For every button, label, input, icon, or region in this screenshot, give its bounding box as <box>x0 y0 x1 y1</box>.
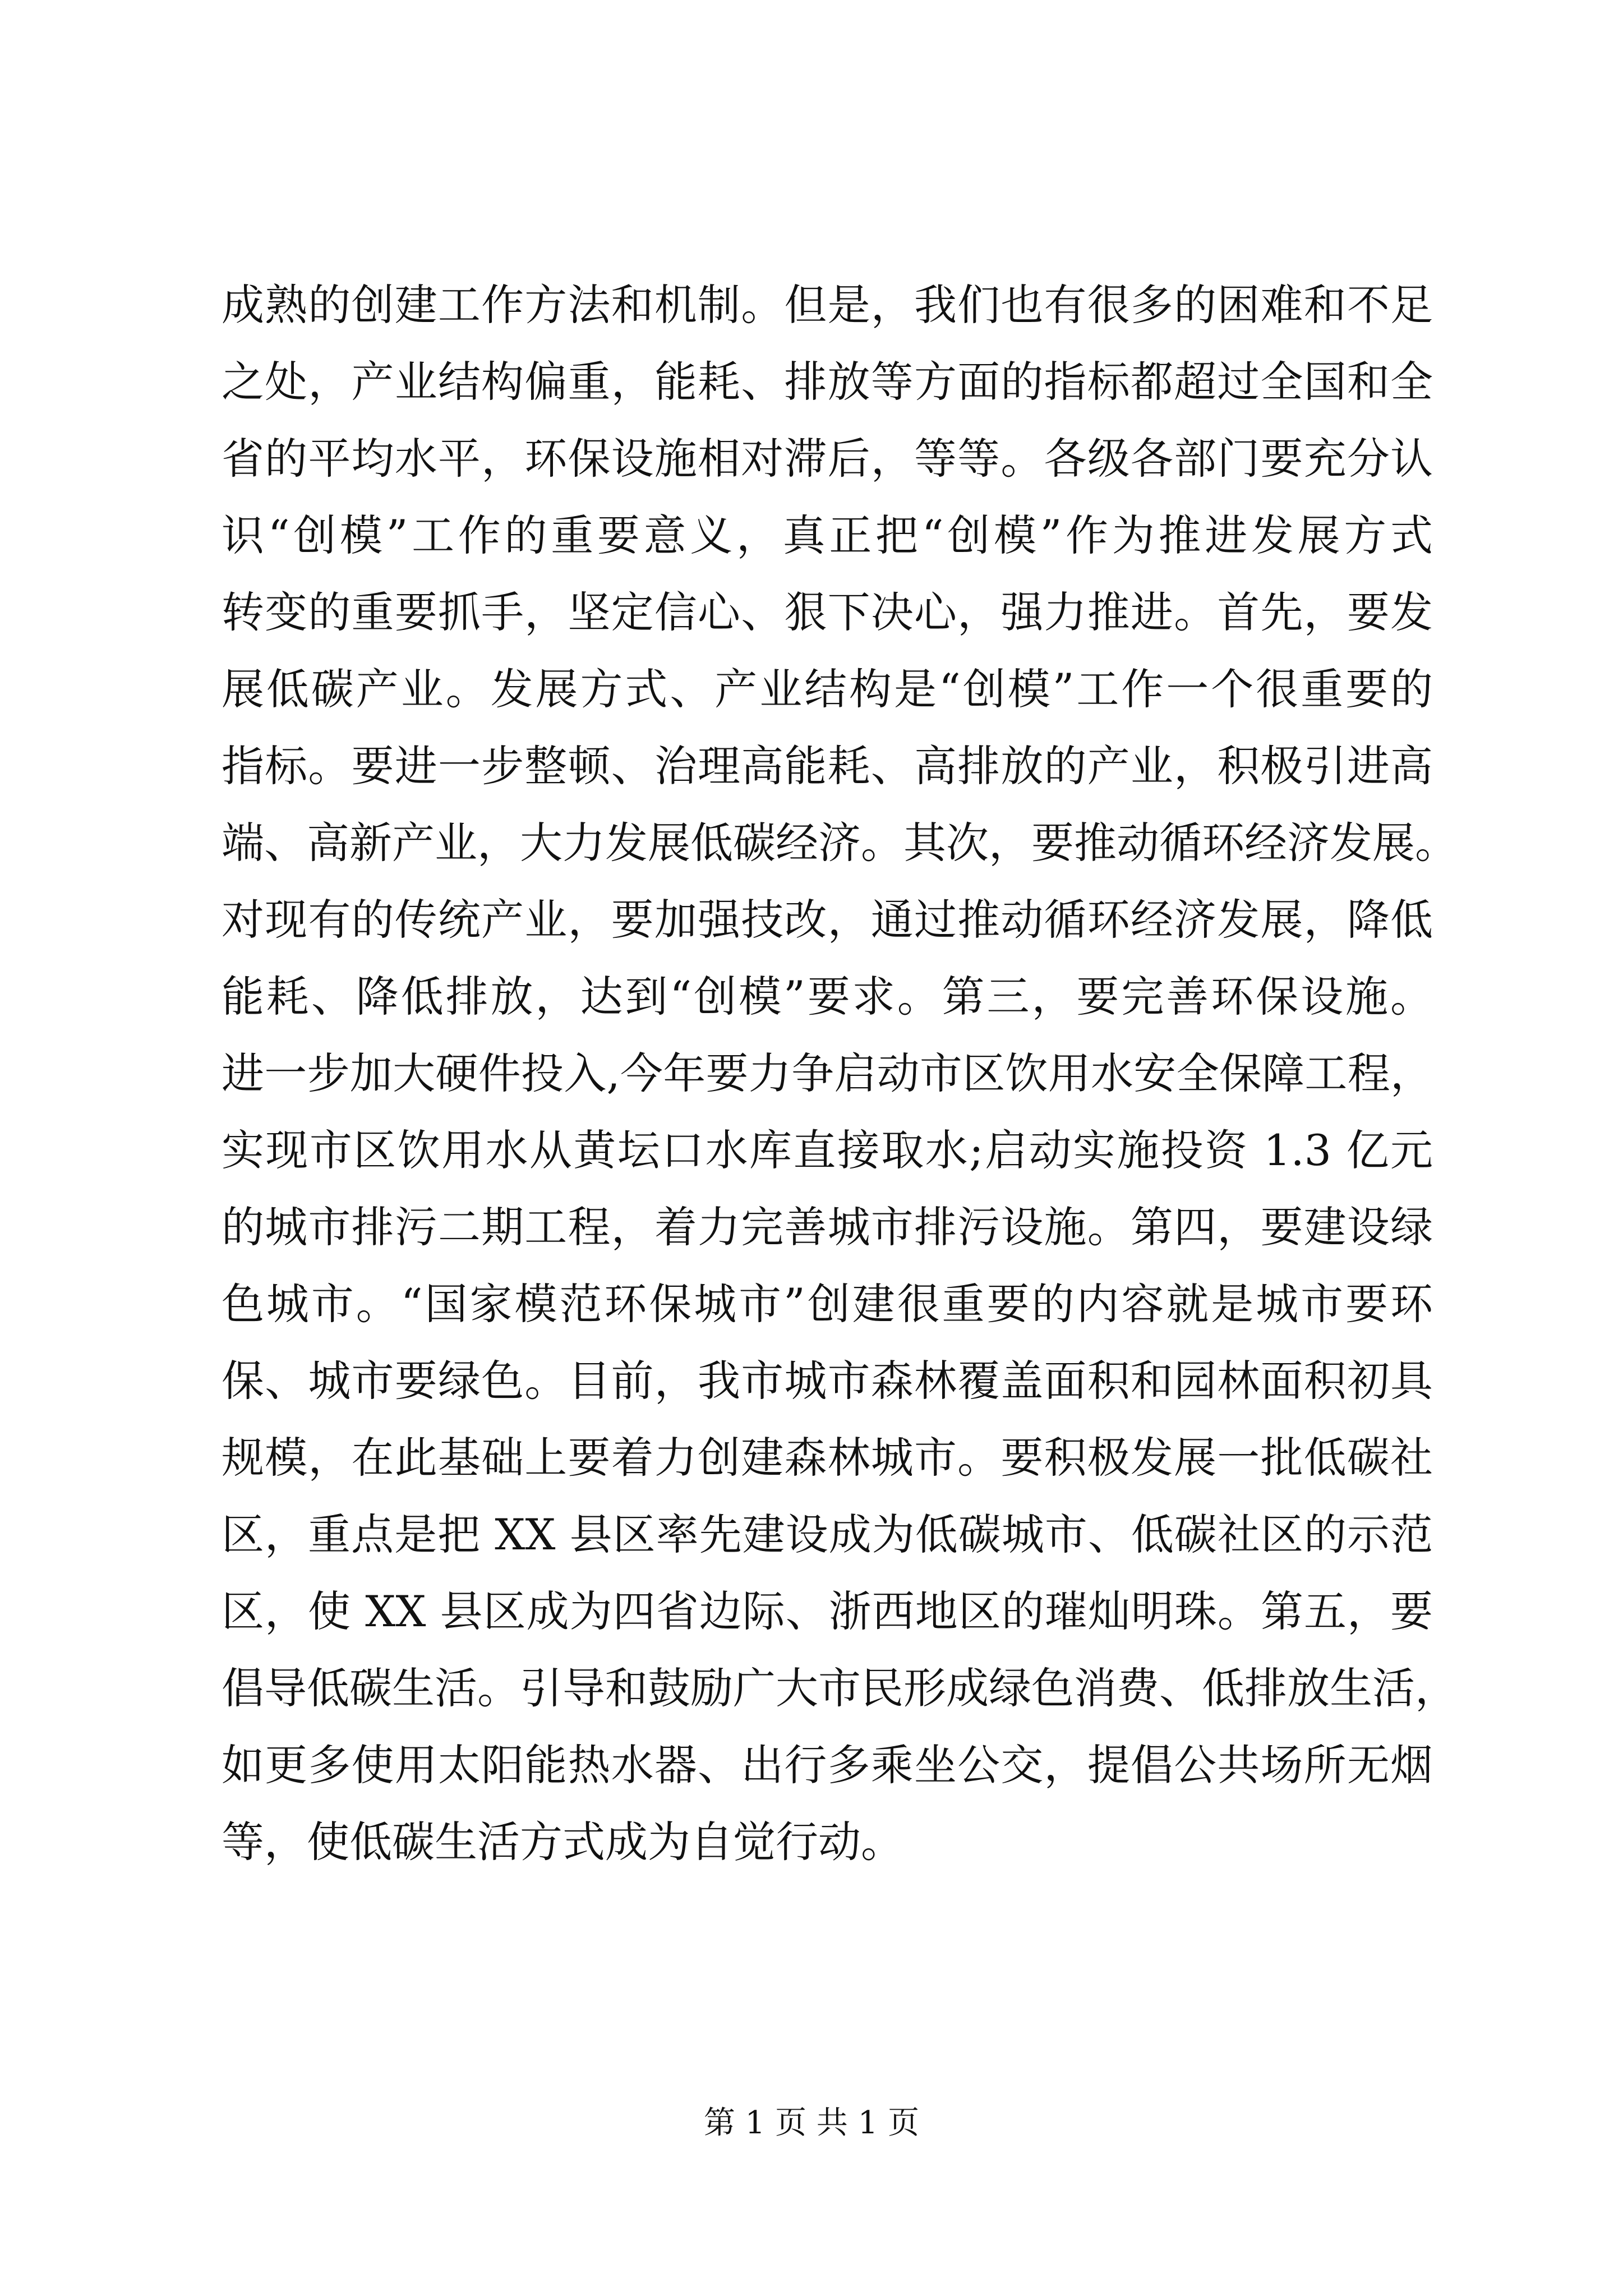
text-line: 转变的重要抓手，坚定信心、狠下决心，强力推进。首先，要发 <box>222 587 1433 637</box>
text-line: 进一步加大硬件投入,今年要力争启动市区饮用水安全保障工程， <box>222 1048 1433 1098</box>
text-line: 规模，在此基础上要着力创建森林城市。要积极发展一批低碳社 <box>222 1433 1433 1483</box>
text-line: 能耗、降低排放，达到“创模”要求。第三，要完善环保设施。 <box>222 972 1433 1022</box>
text-line: 端、高新产业，大力发展低碳经济。其次，要推动循环经济发展。 <box>222 818 1458 868</box>
text-line: 如更多使用太阳能热水器、出行多乘坐公交，提倡公共场所无烟 <box>222 1740 1433 1790</box>
text-line: 对现有的传统产业，要加强技改，通过推动循环经济发展，降低 <box>222 895 1433 945</box>
text-line: 成熟的创建工作方法和机制。但是，我们也有很多的困难和不足 <box>222 280 1433 330</box>
text-line: 色城市。“国家模范环保城市”创建很重要的内容就是城市要环 <box>222 1279 1433 1329</box>
body-paragraph <box>222 266 1458 1880</box>
text-line: 展低碳产业。发展方式、产业结构是“创模”工作一个很重要的 <box>222 664 1433 714</box>
text-line: 区，使 XX 县区成为四省边际、浙西地区的璀灿明珠。第五，要 <box>222 1586 1433 1636</box>
text-line: 区，重点是把 XX 县区率先建设成为低碳城市、低碳社区的示范 <box>222 1510 1433 1559</box>
text-line: 等，使低碳生活方式成为自觉行动。 <box>222 1817 903 1867</box>
text-line: 识“创模”工作的重要意义，真正把“创模”作为推进发展方式 <box>222 510 1433 560</box>
page-number-footer: 第 1 页 共 1 页 <box>703 2105 920 2141</box>
text-line: 实现市区饮用水从黄坛口水库直接取水;启动实施投资 1.3 亿元 <box>222 1125 1433 1175</box>
text-line: 倡导低碳生活。引导和鼓励广大市民形成绿色消费、低排放生活， <box>222 1663 1458 1713</box>
text-line: 保、城市要绿色。目前，我市城市森林覆盖面积和园林面积初具 <box>222 1356 1433 1406</box>
text-line: 指标。要进一步整顿、治理高能耗、高排放的产业，积极引进高 <box>222 741 1433 791</box>
text-line: 的城市排污二期工程，着力完善城市排污设施。第四，要建设绿 <box>222 1202 1433 1252</box>
text-line: 省的平均水平，环保设施相对滞后，等等。各级各部门要充分认 <box>222 434 1433 484</box>
text-line: 之处，产业结构偏重，能耗、排放等方面的指标都超过全国和全 <box>222 357 1433 407</box>
